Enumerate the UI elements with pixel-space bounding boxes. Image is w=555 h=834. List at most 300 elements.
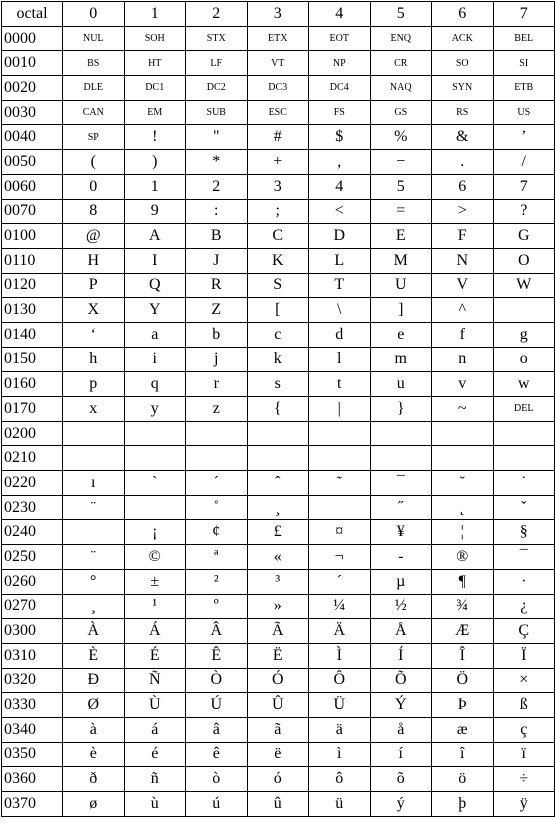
char-cell: SUB (186, 100, 248, 125)
char-cell: T (309, 273, 371, 298)
char-cell: 3 (247, 174, 309, 199)
table-row (2, 51, 555, 76)
char-cell: ] (370, 298, 432, 323)
char-cell: SO (432, 51, 494, 76)
char-cell: á (124, 717, 186, 742)
char-cell: ¾ (432, 594, 494, 619)
row-label: 0260 (2, 569, 63, 594)
char-cell: j (186, 347, 248, 372)
char-cell: ? (493, 199, 555, 224)
char-cell (63, 421, 125, 446)
char-cell: ¸ (63, 594, 125, 619)
char-cell: = (370, 199, 432, 224)
char-cell: q (124, 372, 186, 397)
char-cell: ETB (493, 76, 555, 101)
table-row (2, 224, 555, 249)
row-label: 0240 (2, 520, 63, 545)
char-cell (186, 421, 248, 446)
char-cell: DLE (63, 76, 125, 101)
char-cell: ° (63, 569, 125, 594)
char-cell: ´ (309, 569, 371, 594)
char-cell: | (309, 397, 371, 422)
row-label: 0200 (2, 421, 63, 446)
char-cell (493, 446, 555, 471)
char-cell: æ (432, 717, 494, 742)
header-cell: octal (2, 2, 63, 27)
header-cell: 1 (124, 2, 186, 27)
char-cell: CAN (63, 100, 125, 125)
row-label: 0320 (2, 668, 63, 693)
row-label: 0070 (2, 199, 63, 224)
char-cell: Í (370, 643, 432, 668)
char-cell: t (309, 372, 371, 397)
table-row (2, 125, 555, 150)
char-cell: Å (370, 619, 432, 644)
char-cell: 6 (432, 174, 494, 199)
header-cell: 6 (432, 2, 494, 27)
char-cell: f (432, 322, 494, 347)
char-cell: ÿ (493, 792, 555, 817)
char-cell: [ (247, 298, 309, 323)
header-cell: 5 (370, 2, 432, 27)
char-cell: ¦ (432, 520, 494, 545)
char-cell: É (124, 643, 186, 668)
char-cell (493, 298, 555, 323)
char-cell: r (186, 372, 248, 397)
char-cell: Ð (63, 668, 125, 693)
char-cell: ´ (186, 471, 248, 496)
char-cell: p (63, 372, 125, 397)
char-cell: a (124, 322, 186, 347)
char-cell: X (63, 298, 125, 323)
char-cell: Ø (63, 693, 125, 718)
char-cell: N (432, 248, 494, 273)
char-cell: Ê (186, 643, 248, 668)
char-cell: » (247, 594, 309, 619)
header-cell: 7 (493, 2, 555, 27)
char-cell (124, 446, 186, 471)
char-cell: I (124, 248, 186, 273)
char-cell: NUL (63, 26, 125, 51)
header-cell: 3 (247, 2, 309, 27)
table-row (2, 742, 555, 767)
char-cell: ˙ (493, 471, 555, 496)
char-cell: v (432, 372, 494, 397)
header-cell: 2 (186, 2, 248, 27)
char-cell: 2 (186, 174, 248, 199)
char-cell: < (309, 199, 371, 224)
char-cell: Ã (247, 619, 309, 644)
char-cell: ¡ (124, 520, 186, 545)
char-cell: î (432, 742, 494, 767)
char-cell: ÷ (493, 767, 555, 792)
char-cell: c (247, 322, 309, 347)
row-label: 0150 (2, 347, 63, 372)
row-label: 0300 (2, 619, 63, 644)
char-cell: ã (247, 717, 309, 742)
char-cell: e (370, 322, 432, 347)
char-cell: ESC (247, 100, 309, 125)
char-cell: « (247, 545, 309, 570)
char-cell: ² (186, 569, 248, 594)
char-cell (124, 421, 186, 446)
char-cell: Ü (309, 693, 371, 718)
table-row (2, 471, 555, 496)
char-cell: Ç (493, 619, 555, 644)
char-cell: s (247, 372, 309, 397)
char-cell: ‘ (63, 322, 125, 347)
char-cell: k (247, 347, 309, 372)
char-cell: ¨ (63, 495, 125, 520)
table-row (2, 298, 555, 323)
char-cell: E (370, 224, 432, 249)
char-cell: ˆ (247, 471, 309, 496)
char-cell: CR (370, 51, 432, 76)
table-body (2, 26, 555, 816)
char-cell: DEL (493, 397, 555, 422)
char-cell: ˝ (370, 495, 432, 520)
char-cell: µ (370, 569, 432, 594)
char-cell: K (247, 248, 309, 273)
row-label: 0100 (2, 224, 63, 249)
char-cell: ’ (493, 125, 555, 150)
char-cell: 8 (63, 199, 125, 224)
char-cell: W (493, 273, 555, 298)
char-cell: À (63, 619, 125, 644)
char-cell: $ (309, 125, 371, 150)
char-cell: ˛ (432, 495, 494, 520)
char-cell: ˘ (432, 471, 494, 496)
char-cell: 9 (124, 199, 186, 224)
char-cell: Â (186, 619, 248, 644)
char-cell: US (493, 100, 555, 125)
char-cell: Á (124, 619, 186, 644)
char-cell: ³ (247, 569, 309, 594)
char-cell: - (370, 545, 432, 570)
table-row (2, 372, 555, 397)
char-cell: M (370, 248, 432, 273)
char-cell: 1 (124, 174, 186, 199)
char-cell: ë (247, 742, 309, 767)
char-cell: È (63, 643, 125, 668)
row-label: 0370 (2, 792, 63, 817)
char-cell: þ (432, 792, 494, 817)
char-cell: H (63, 248, 125, 273)
row-label: 0360 (2, 767, 63, 792)
char-cell: EOT (309, 26, 371, 51)
char-cell: : (186, 199, 248, 224)
char-cell: i (124, 347, 186, 372)
row-label: 0170 (2, 397, 63, 422)
char-cell: DC1 (124, 76, 186, 101)
char-cell: Ä (309, 619, 371, 644)
char-cell: ó (247, 767, 309, 792)
char-cell: ö (432, 767, 494, 792)
char-cell: Ý (370, 693, 432, 718)
row-label: 0220 (2, 471, 63, 496)
char-cell: ½ (370, 594, 432, 619)
char-cell: Õ (370, 668, 432, 693)
char-cell: DC3 (247, 76, 309, 101)
char-cell: × (493, 668, 555, 693)
char-cell: ª (186, 545, 248, 570)
char-cell: HT (124, 51, 186, 76)
char-cell: Î (432, 643, 494, 668)
char-cell: º (186, 594, 248, 619)
char-cell: Ï (493, 643, 555, 668)
char-cell: * (186, 150, 248, 175)
char-cell: ¨ (63, 545, 125, 570)
char-cell: ı (63, 471, 125, 496)
char-cell: R (186, 273, 248, 298)
char-cell: Z (186, 298, 248, 323)
char-cell: ENQ (370, 26, 432, 51)
table-row (2, 619, 555, 644)
char-cell: J (186, 248, 248, 273)
char-cell: ¢ (186, 520, 248, 545)
row-label: 0140 (2, 322, 63, 347)
char-cell: ï (493, 742, 555, 767)
octal-character-table (1, 1, 555, 817)
char-cell: . (432, 150, 494, 175)
char-cell: Ñ (124, 668, 186, 693)
char-cell (432, 446, 494, 471)
char-cell: ˜ (309, 471, 371, 496)
char-cell: SP (63, 125, 125, 150)
header-row (2, 2, 555, 27)
char-cell: % (370, 125, 432, 150)
char-cell: VT (247, 51, 309, 76)
char-cell: / (493, 150, 555, 175)
char-cell: ß (493, 693, 555, 718)
char-cell: STX (186, 26, 248, 51)
char-cell: ä (309, 717, 371, 742)
table-row (2, 174, 555, 199)
char-cell: Q (124, 273, 186, 298)
table-row (2, 693, 555, 718)
char-cell: n (432, 347, 494, 372)
row-label: 0230 (2, 495, 63, 520)
char-cell (63, 520, 125, 545)
char-cell: m (370, 347, 432, 372)
char-cell: § (493, 520, 555, 545)
char-cell: EM (124, 100, 186, 125)
char-cell (370, 446, 432, 471)
char-cell: í (370, 742, 432, 767)
table-row (2, 76, 555, 101)
char-cell: O (493, 248, 555, 273)
row-label: 0210 (2, 446, 63, 471)
table-row (2, 26, 555, 51)
char-cell: } (370, 397, 432, 422)
table-row (2, 397, 555, 422)
char-cell: RS (432, 100, 494, 125)
char-cell (124, 495, 186, 520)
char-cell: ¿ (493, 594, 555, 619)
char-cell: ò (186, 767, 248, 792)
char-cell: SOH (124, 26, 186, 51)
row-label: 0060 (2, 174, 63, 199)
row-label: 0120 (2, 273, 63, 298)
char-cell: û (247, 792, 309, 817)
char-cell: â (186, 717, 248, 742)
char-cell: £ (247, 520, 309, 545)
row-label: 0020 (2, 76, 63, 101)
char-cell (63, 446, 125, 471)
char-cell: Ú (186, 693, 248, 718)
char-cell: ù (124, 792, 186, 817)
char-cell: õ (370, 767, 432, 792)
char-cell: ¸ (247, 495, 309, 520)
char-cell (493, 421, 555, 446)
row-label: 0250 (2, 545, 63, 570)
char-cell: F (432, 224, 494, 249)
char-cell: ¯ (370, 471, 432, 496)
char-cell: ê (186, 742, 248, 767)
char-cell: é (124, 742, 186, 767)
row-label: 0310 (2, 643, 63, 668)
char-cell: DC2 (186, 76, 248, 101)
row-label: 0130 (2, 298, 63, 323)
char-cell: ® (432, 545, 494, 570)
char-cell: z (186, 397, 248, 422)
char-cell: ç (493, 717, 555, 742)
char-cell: @ (63, 224, 125, 249)
char-cell: " (186, 125, 248, 150)
header-cell: 0 (63, 2, 125, 27)
char-cell: ð (63, 767, 125, 792)
char-cell: ¼ (309, 594, 371, 619)
char-cell: Ö (432, 668, 494, 693)
header-cell: 4 (309, 2, 371, 27)
char-cell: Æ (432, 619, 494, 644)
char-cell: ¶ (432, 569, 494, 594)
char-cell: G (493, 224, 555, 249)
char-cell (247, 421, 309, 446)
char-cell: u (370, 372, 432, 397)
char-cell: \ (309, 298, 371, 323)
char-cell: ¹ (124, 594, 186, 619)
table-row (2, 322, 555, 347)
char-cell: ˇ (493, 495, 555, 520)
table-row (2, 199, 555, 224)
char-cell: SYN (432, 76, 494, 101)
char-cell: Ù (124, 693, 186, 718)
char-cell: ( (63, 150, 125, 175)
char-cell: · (493, 569, 555, 594)
char-cell: ¬ (309, 545, 371, 570)
char-cell: ~ (432, 397, 494, 422)
row-label: 0000 (2, 26, 63, 51)
char-cell (370, 421, 432, 446)
table-row (2, 545, 555, 570)
table-row (2, 643, 555, 668)
char-cell: o (493, 347, 555, 372)
char-cell (309, 495, 371, 520)
char-cell: FS (309, 100, 371, 125)
char-cell: y (124, 397, 186, 422)
char-cell: D (309, 224, 371, 249)
char-cell: BEL (493, 26, 555, 51)
char-cell: è (63, 742, 125, 767)
char-cell: V (432, 273, 494, 298)
char-cell: NP (309, 51, 371, 76)
char-cell: BS (63, 51, 125, 76)
table-row (2, 421, 555, 446)
char-cell: ) (124, 150, 186, 175)
char-cell: ¤ (309, 520, 371, 545)
table-row (2, 792, 555, 817)
table-row (2, 594, 555, 619)
char-cell: ü (309, 792, 371, 817)
table-row (2, 347, 555, 372)
char-cell: ˚ (186, 495, 248, 520)
char-cell (309, 446, 371, 471)
char-cell: ! (124, 125, 186, 150)
char-cell: d (309, 322, 371, 347)
row-label: 0330 (2, 693, 63, 718)
table-row (2, 717, 555, 742)
char-cell (247, 446, 309, 471)
char-cell: { (247, 397, 309, 422)
char-cell (309, 421, 371, 446)
char-cell: B (186, 224, 248, 249)
char-cell: > (432, 199, 494, 224)
char-cell: ¥ (370, 520, 432, 545)
char-cell: DC4 (309, 76, 371, 101)
char-cell: ± (124, 569, 186, 594)
char-cell: − (370, 150, 432, 175)
row-label: 0160 (2, 372, 63, 397)
char-cell: Ó (247, 668, 309, 693)
char-cell: & (432, 125, 494, 150)
char-cell: C (247, 224, 309, 249)
char-cell: Ô (309, 668, 371, 693)
char-cell: © (124, 545, 186, 570)
char-cell: Ë (247, 643, 309, 668)
char-cell: ì (309, 742, 371, 767)
row-label: 0010 (2, 51, 63, 76)
row-label: 0270 (2, 594, 63, 619)
char-cell: g (493, 322, 555, 347)
table-row (2, 446, 555, 471)
row-label: 0340 (2, 717, 63, 742)
char-cell: Ì (309, 643, 371, 668)
char-cell: ø (63, 792, 125, 817)
table-row (2, 495, 555, 520)
row-label: 0030 (2, 100, 63, 125)
char-cell: ô (309, 767, 371, 792)
char-cell: Ò (186, 668, 248, 693)
char-cell: ú (186, 792, 248, 817)
table-row (2, 668, 555, 693)
char-cell: ^ (432, 298, 494, 323)
char-cell: A (124, 224, 186, 249)
char-cell (186, 446, 248, 471)
table-row (2, 520, 555, 545)
char-cell: U (370, 273, 432, 298)
char-cell: Û (247, 693, 309, 718)
table-row (2, 150, 555, 175)
char-cell (432, 421, 494, 446)
char-cell: SI (493, 51, 555, 76)
row-label: 0110 (2, 248, 63, 273)
char-cell: ¯ (493, 545, 555, 570)
row-label: 0050 (2, 150, 63, 175)
row-label: 0350 (2, 742, 63, 767)
row-label: 0040 (2, 125, 63, 150)
char-cell: GS (370, 100, 432, 125)
